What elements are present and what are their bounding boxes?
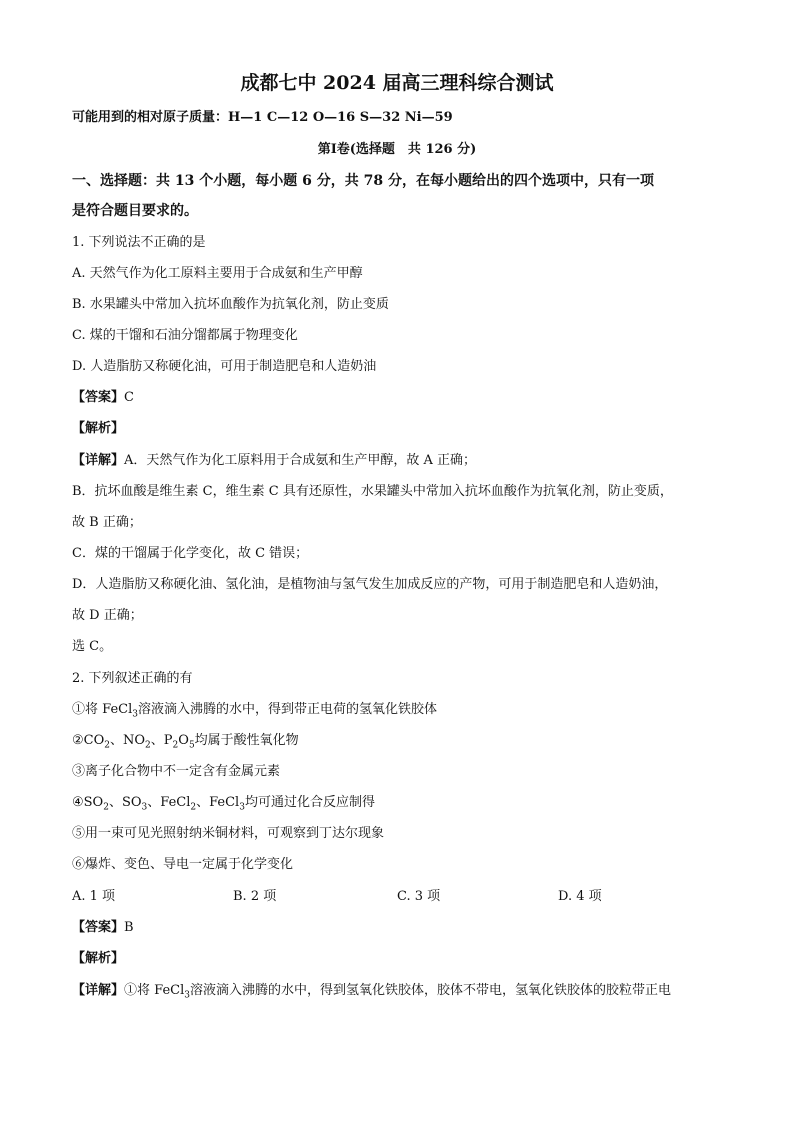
statement-text: 溶液滴入沸腾的水中，得到带正电荷的氢氧化铁胶体 (137, 702, 437, 717)
statement-text: 、FeCl (147, 795, 191, 810)
subscript: 2 (103, 802, 109, 813)
subscript: 2 (190, 802, 197, 813)
q1-detail-line5: D．人造脂肪又称硬化油、氢化油，是植物油与氢气发生加成反应的产物，可用于制造肥皂和人造奶油， (72, 577, 668, 592)
q1-option-b: B. 水果罐头中常加入抗坏血酸作为抗氧化剂，防止变质 (72, 297, 389, 312)
q2-detail-line1 (72, 981, 724, 1001)
q2-option-c: C. 3 项 (397, 889, 441, 904)
q1-stem: 1. 下列说法不正确的是 (72, 235, 206, 250)
q2-answer (72, 918, 722, 938)
q1-option-a: A. 天然气作为化工原料主要用于合成氨和生产甲醇 (72, 266, 363, 281)
statement-text: 均属于酸性氧化物 (194, 733, 299, 748)
subscript: 3 (184, 990, 190, 1001)
q2-option-a: A. 1 项 (72, 889, 116, 904)
q1-detail-line6: 故 D 正确； (72, 608, 143, 623)
statement-text: 均可通过化合反应制得 (244, 795, 375, 810)
q2-answer-value: B (124, 920, 134, 935)
q1-detail-line7: 选 C。 (72, 639, 113, 654)
page-title: 成都七中 2024 届高三理科综合测试 (240, 72, 554, 94)
detail-tag: 【详解】 (72, 453, 125, 468)
statement-text: ②CO (72, 733, 105, 748)
subscript: 3 (132, 709, 138, 720)
q2-option-b: B. 2 项 (233, 889, 277, 904)
statement-text: 、FeCl (196, 795, 240, 810)
q2-detail-text: ①将 FeCl (124, 983, 185, 998)
statement-text: O (178, 733, 189, 748)
answer-tag: 【答案】 (72, 390, 125, 405)
statement-text: ①将 FeCl (72, 702, 133, 717)
section-instructions-line1: 一、选择题：共 13 个小题，每小题 6 分，共 78 分，在每小题给出的四个选项中，只有一项 (72, 173, 654, 189)
q2-detail-text: 溶液滴入沸腾的水中，得到氢氧化铁胶体，胶体不带电，氢氧化铁胶体的胶粒带正电 (190, 983, 672, 998)
q1-answer (72, 388, 722, 408)
detail-tag: 【详解】 (72, 983, 125, 998)
q2-options (72, 887, 722, 907)
subscript: 5 (188, 740, 195, 751)
q1-detail-line1 (72, 451, 722, 471)
q1-answer-value: C (124, 390, 134, 405)
q1-analysis-tag: 【解析】 (72, 421, 125, 436)
part-heading: 第Ⅰ卷(选择题 共 126 分) (317, 142, 477, 157)
subscript: 2 (145, 740, 151, 751)
q2-statement-6: ⑥爆炸、变色、导电一定属于化学变化 (72, 857, 294, 872)
q1-detail-line3: 故 B 正确； (72, 515, 142, 530)
q2-statement-4 (72, 793, 722, 813)
subscript: 3 (141, 802, 148, 813)
statement-text: ④SO (72, 795, 104, 810)
q2-option-d: D. 4 项 (558, 889, 602, 904)
q1-option-d: D. 人造脂肪又称硬化油，可用于制造肥皂和人造奶油 (72, 359, 377, 374)
statement-text: 、SO (108, 795, 142, 810)
statement-text: 、P (150, 733, 173, 748)
answer-tag: 【答案】 (72, 920, 125, 935)
q2-statement-3: ③离子化合物中不一定含有金属元素 (72, 764, 281, 779)
statement-text: 、NO (110, 733, 146, 748)
atomic-masses: 可能用到的相对原子质量：H—1 C—12 O—16 S—32 Ni—59 (72, 110, 453, 125)
q1-detail-text: A．天然气作为化工原料用于合成氨和生产甲醇，故 A 正确； (124, 453, 477, 468)
q2-statement-1 (72, 700, 722, 720)
subscript: 2 (172, 740, 179, 751)
q1-detail-line4: C．煤的干馏属于化学变化，故 C 错误； (72, 546, 309, 561)
subscript: 3 (239, 802, 245, 813)
q2-stem: 2. 下列叙述正确的有 (72, 671, 193, 686)
section-instructions-line2: 是符合题目要求的。 (72, 203, 198, 219)
q2-analysis-tag: 【解析】 (72, 951, 125, 966)
q1-detail-line2: B．抗坏血酸是维生素 C，维生素 C 具有还原性，水果罐头中常加入抗坏血酸作为抗氧化剂，防止变质， (72, 484, 673, 499)
q1-option-c: C. 煤的干馏和石油分馏都属于物理变化 (72, 328, 298, 343)
q2-statement-5: ⑤用一束可见光照射纳米铜材料，可观察到丁达尔现象 (72, 826, 385, 841)
subscript: 2 (104, 740, 110, 751)
q2-statement-2 (72, 731, 722, 751)
